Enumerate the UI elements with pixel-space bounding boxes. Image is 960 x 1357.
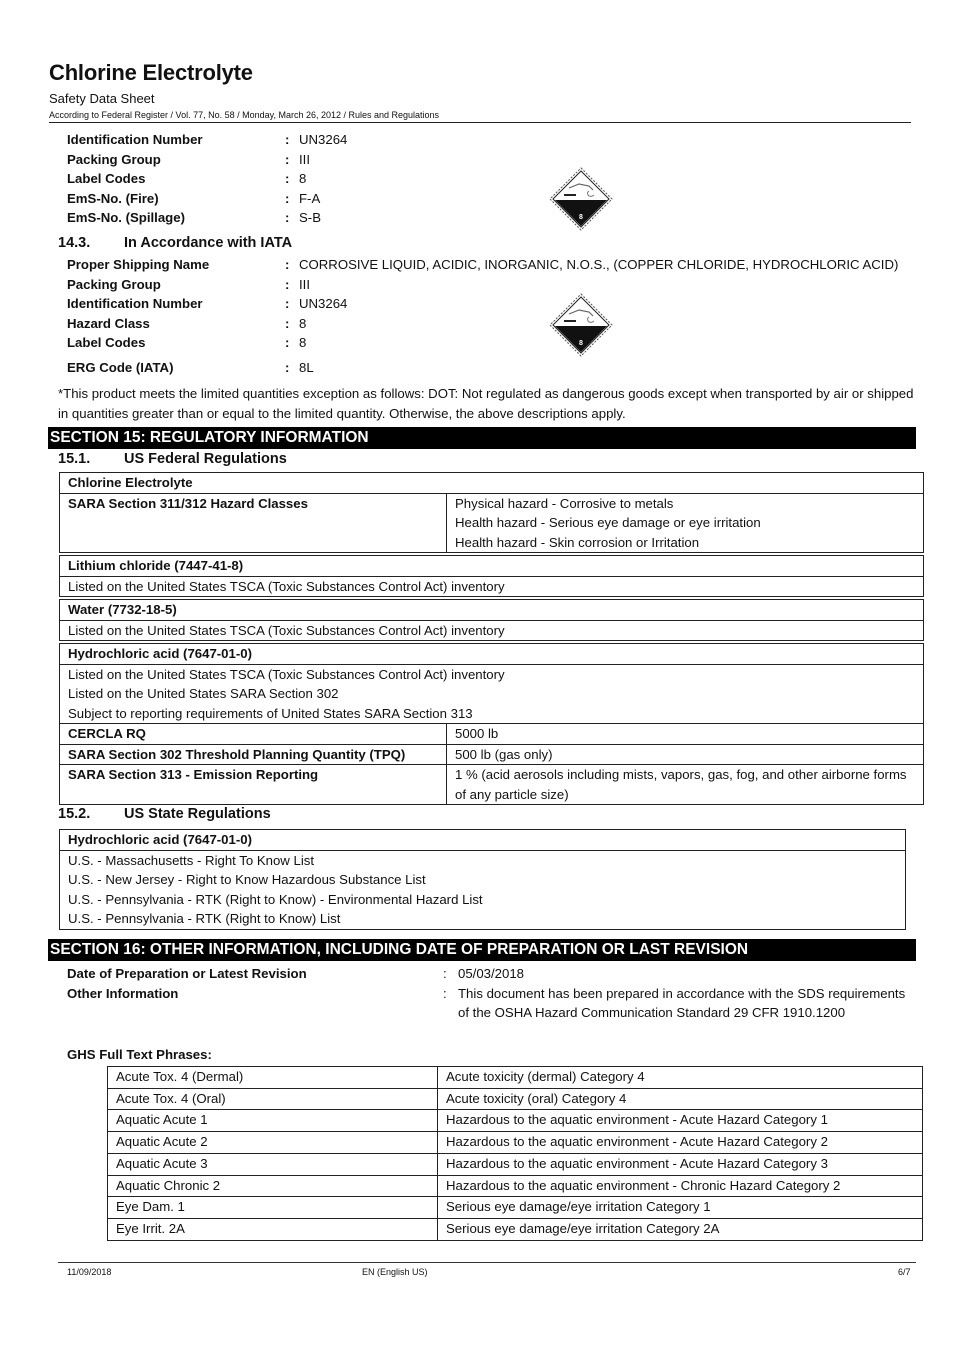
kv-row	[67, 189, 567, 209]
ghs-text: Acute toxicity (oral) Category 4	[438, 1088, 923, 1110]
revision-date: 05/03/2018	[458, 966, 525, 981]
header-divider	[49, 122, 911, 123]
lithium-chloride-table	[59, 555, 924, 597]
ghs-text: Hazardous to the aquatic environment - Acute Hazard Category 3	[438, 1153, 923, 1175]
regulation-line: Listed on the United States TSCA (Toxic Substances Control Act) inventory	[68, 666, 505, 682]
document-subtitle: Safety Data Sheet	[49, 91, 155, 106]
kv-label: EmS-No. (Fire)	[67, 190, 159, 206]
kv-value: S-B	[299, 210, 321, 225]
section-15-header: SECTION 15: REGULATORY INFORMATION	[48, 427, 916, 449]
subsection-title: US Federal Regulations	[124, 451, 287, 467]
ghs-text: Serious eye damage/eye irritation Category 1	[438, 1197, 923, 1219]
section-15-2-heading	[58, 806, 271, 822]
table-row	[108, 1067, 923, 1089]
footer-language: EN (English US)	[362, 1267, 428, 1277]
state-regulations-box	[59, 829, 906, 930]
regulation-text-cell: Listed on the United States TSCA (Toxic Substances Control Act) inventory	[60, 576, 924, 597]
table-row	[108, 1110, 923, 1132]
kv-value: 8	[299, 315, 307, 331]
ghs-code: Aquatic Acute 1	[108, 1110, 438, 1132]
sara-313-label: SARA Section 313 - Emission Reporting	[60, 765, 447, 805]
kv-label: Label Codes	[67, 171, 146, 186]
regulation-line: Subject to reporting requirements of United States SARA Section 313	[68, 705, 473, 721]
svg-text:8: 8	[579, 214, 583, 221]
substance-name-cell: Hydrochloric acid (7647-01-0)	[60, 644, 924, 665]
table-row	[108, 1175, 923, 1197]
kv-row	[67, 150, 567, 170]
other-information	[67, 964, 927, 1044]
kv-label: Identification Number	[67, 132, 203, 147]
kv-colon: :	[285, 132, 290, 147]
sara-311-312-label: SARA Section 311/312 Hazard Classes	[60, 493, 447, 553]
cercla-rq-value: 5000 lb	[447, 724, 924, 745]
corrosive-class-8-icon	[549, 293, 613, 357]
ghs-code: Aquatic Acute 3	[108, 1153, 438, 1175]
kv-label: Label Codes	[67, 335, 146, 350]
ghs-text: Hazardous to the aquatic environment - Acute Hazard Category 1	[438, 1110, 923, 1132]
water-table	[59, 599, 924, 641]
ghs-code: Eye Irrit. 2A	[108, 1218, 438, 1240]
hydrochloric-acid-federal-table	[59, 643, 924, 805]
kv-row	[67, 130, 567, 150]
kv-value: UN3264	[299, 132, 348, 147]
section-14-3-heading	[58, 235, 292, 251]
subsection-number: 15.1.	[58, 451, 91, 467]
table-row	[108, 1132, 923, 1154]
kv-row	[67, 294, 927, 314]
kv-row	[67, 275, 927, 295]
kv-label: EmS-No. (Spillage)	[67, 210, 185, 225]
kv-label: Other Information	[67, 985, 179, 1001]
substance-name-cell: Lithium chloride (7447-41-8)	[60, 556, 924, 577]
tpq-label: SARA Section 302 Threshold Planning Quantity (TPQ)	[60, 744, 447, 765]
hazard-class-item: Health hazard - Serious eye damage or eye irritation	[455, 515, 761, 530]
kv-row	[67, 314, 927, 334]
ghs-code: Eye Dam. 1	[108, 1197, 438, 1219]
kv-colon: :	[285, 360, 290, 375]
kv-colon: :	[285, 296, 290, 311]
ghs-code: Acute Tox. 4 (Oral)	[108, 1088, 438, 1110]
regulation-text-cell: Listed on the United States TSCA (Toxic Substances Control Act) inventory	[60, 620, 924, 641]
corrosive-class-8-icon	[549, 167, 613, 231]
kv-colon: :	[285, 190, 290, 206]
limited-quantities-note: *This product meets the limited quantities exception as follows: DOT: Not regulated as dangerous goods except when transported by air or shipped in quantities greater than or equal to the limited quantity. Otherwise, the above descriptions apply.	[58, 386, 914, 421]
kv-row	[67, 208, 567, 228]
kv-value: 8	[299, 335, 307, 350]
hazard-class-item: Physical hazard - Corrosive to metals	[455, 495, 674, 511]
subsection-title: In Accordance with IATA	[124, 235, 293, 251]
table-row	[108, 1088, 923, 1110]
ghs-text: Hazardous to the aquatic environment - Chronic Hazard Category 2	[438, 1175, 923, 1197]
kv-label: Proper Shipping Name	[67, 257, 210, 272]
imdg-transport-info	[67, 130, 567, 230]
kv-value: UN3264	[299, 296, 348, 311]
kv-colon: :	[285, 276, 290, 292]
other-information-value: This document has been prepared in accordance with the SDS requirements of the OSHA Hazard Communication Standard 29 CFR 1910.1200	[458, 985, 906, 1020]
sara-311-312-values	[447, 493, 924, 553]
substance-name-cell: Hydrochloric acid (7647-01-0)	[60, 830, 905, 851]
kv-colon: :	[285, 151, 290, 167]
substance-name-cell: Water (7732-18-5)	[60, 600, 924, 621]
kv-value: III	[299, 276, 310, 292]
kv-row	[67, 358, 927, 378]
page-number: 6/7	[898, 1267, 911, 1277]
iata-transport-info	[67, 255, 927, 380]
subsection-number: 15.2.	[58, 806, 91, 822]
ghs-code: Acute Tox. 4 (Dermal)	[108, 1067, 438, 1089]
section-15-1-heading	[58, 451, 287, 467]
kv-label: Packing Group	[67, 276, 161, 292]
tpq-value: 500 lb (gas only)	[447, 744, 924, 765]
kv-colon: :	[285, 210, 290, 225]
kv-value: III	[299, 151, 310, 167]
ghs-phrases-table	[107, 1066, 923, 1241]
kv-colon: :	[285, 171, 290, 186]
ghs-code: Aquatic Chronic 2	[108, 1175, 438, 1197]
ghs-label	[67, 1045, 212, 1065]
regulation-lines-cell	[60, 664, 924, 724]
svg-text:8: 8	[579, 340, 583, 347]
regulation-line: Listed on the United States SARA Section 302	[68, 686, 339, 701]
kv-value: 8L	[299, 360, 314, 375]
state-list-item: U.S. - Pennsylvania - RTK (Right to Know) List	[68, 911, 341, 926]
kv-label: Hazard Class	[67, 315, 150, 331]
kv-value: 8	[299, 171, 307, 186]
ghs-code: Aquatic Acute 2	[108, 1132, 438, 1154]
section-16-header: SECTION 16: OTHER INFORMATION, INCLUDING DATE OF PREPARATION OR LAST REVISION	[48, 939, 916, 961]
table-row	[108, 1153, 923, 1175]
kv-row	[67, 333, 927, 353]
subsection-title: US State Regulations	[124, 806, 271, 822]
kv-label: ERG Code (IATA)	[67, 360, 174, 375]
kv-colon: :	[285, 257, 290, 272]
state-list-item: U.S. - Pennsylvania - RTK (Right to Know) - Environmental Hazard List	[68, 891, 483, 907]
document-title: Chlorine Electrolyte	[49, 60, 253, 85]
kv-row	[67, 984, 927, 1044]
hazard-class-item: Health hazard - Skin corrosion or Irritation	[455, 534, 700, 550]
kv-row	[67, 255, 927, 275]
kv-label: Packing Group	[67, 151, 161, 167]
footer-date: 11/09/2018	[67, 1267, 112, 1277]
kv-label: Date of Preparation or Latest Revision	[67, 966, 307, 981]
ghs-text: Hazardous to the aquatic environment - Acute Hazard Category 2	[438, 1132, 923, 1154]
kv-colon: :	[443, 966, 447, 981]
kv-row	[67, 964, 927, 984]
state-list-item: U.S. - New Jersey - Right to Know Hazardous Substance List	[68, 872, 426, 887]
kv-colon: :	[285, 315, 290, 331]
subsection-number: 14.3.	[58, 235, 91, 251]
cercla-rq-label: CERCLA RQ	[60, 724, 447, 745]
state-list-item: U.S. - Massachusetts - Right To Know List	[68, 852, 315, 868]
kv-colon: :	[443, 985, 447, 1001]
federal-product-table	[59, 472, 924, 553]
ghs-text: Serious eye damage/eye irritation Category 2A	[438, 1218, 923, 1240]
ghs-text: Acute toxicity (dermal) Category 4	[438, 1067, 923, 1089]
product-name-cell: Chlorine Electrolyte	[60, 473, 924, 494]
kv-label: Identification Number	[67, 296, 203, 311]
sara-313-value: 1 % (acid aerosols including mists, vapors, gas, fog, and other airborne forms of any particle size)	[447, 765, 924, 805]
federal-register-reference: According to Federal Register / Vol. 77, No. 58 / Monday, March 26, 2012 / Rules and Regulations	[49, 110, 440, 120]
table-row	[108, 1218, 923, 1240]
ghs-heading: GHS Full Text Phrases:	[67, 1047, 212, 1062]
kv-value: F-A	[299, 190, 321, 206]
footer-divider	[58, 1262, 916, 1263]
kv-row	[67, 169, 567, 189]
table-row	[108, 1197, 923, 1219]
kv-colon: :	[285, 335, 290, 350]
kv-value: CORROSIVE LIQUID, ACIDIC, INORGANIC, N.O.S., (COPPER CHLORIDE, HYDROCHLORIC ACID)	[299, 257, 899, 272]
